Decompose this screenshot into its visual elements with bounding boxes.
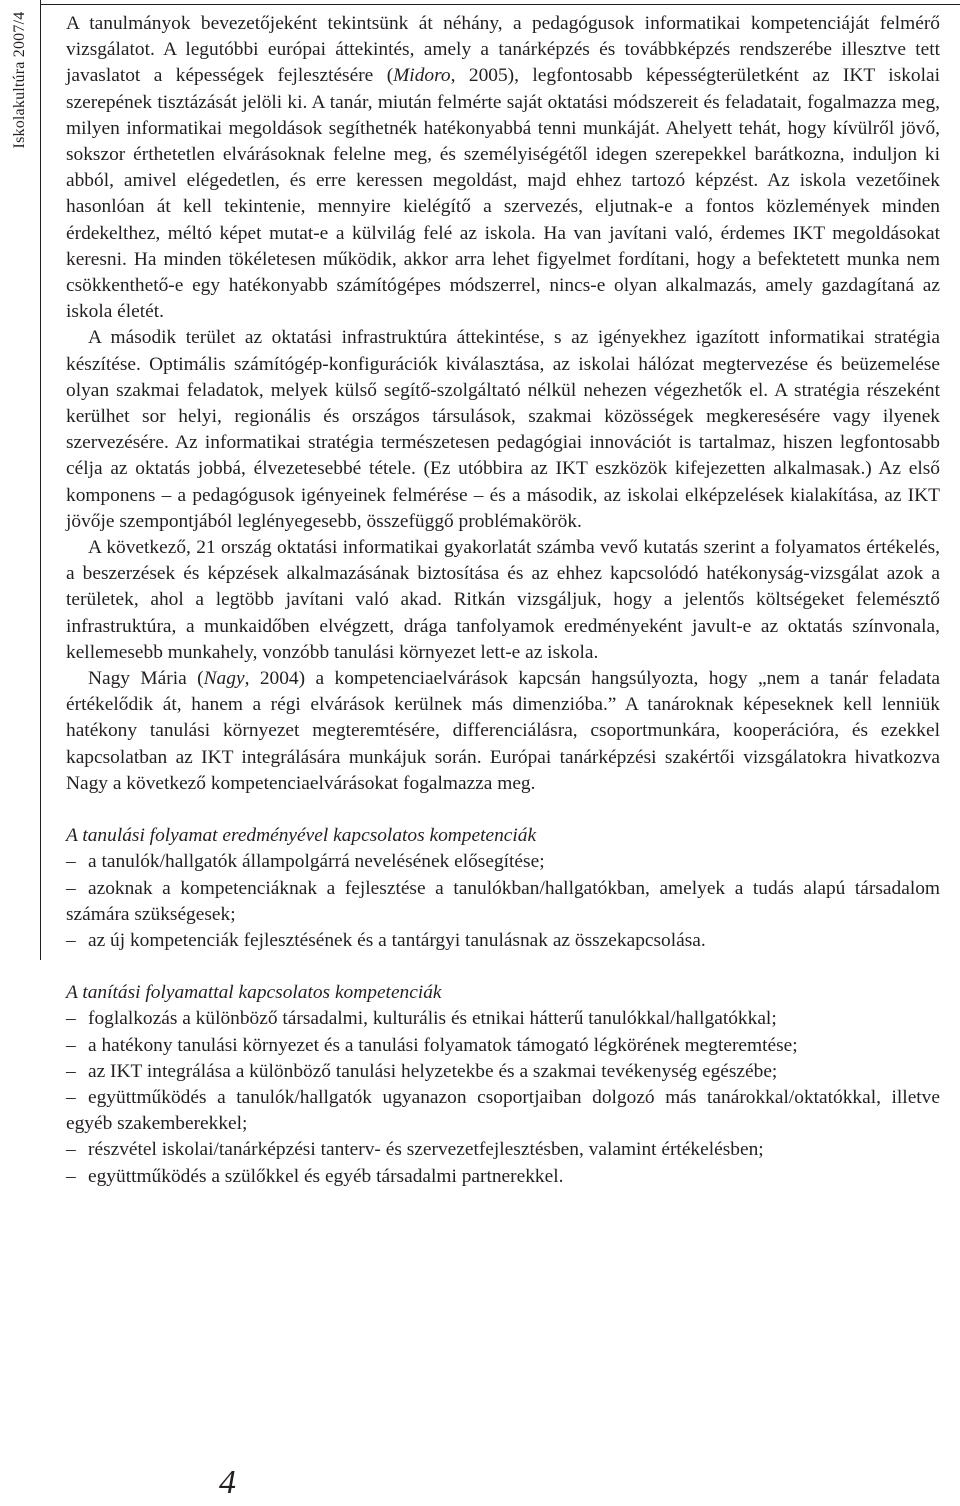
citation-midoro: Midoro bbox=[393, 65, 451, 87]
list-item: – együttműködés a szülőkkel és egyéb társadalmi partnerekkel. bbox=[66, 1165, 564, 1187]
list-item: – az IKT integrálása a különböző tanulási helyzetekbe és a szakmai tevékenység egészébe; bbox=[66, 1060, 778, 1082]
page-number: 4 bbox=[219, 1464, 236, 1501]
competency-list bbox=[66, 1006, 940, 1189]
paragraph-4: Nagy Mária (Nagy, 2004) a kompetenciaelvárások kapcsán hangsúlyozta, hogy „nem a tanár feladata értékelődik át, hanem a régi elvárások kerülnek más dimenzióba.” A tanároknak képeseknek kell lenniük hatékony tanulási környezet megteremtésére, differenciálásra, csoportmunkára, kooperációra, és ezekkel kapcsolatban az IKT integrálására munkájuk során. Európai tanárképzési szakértői vizsgálatokra hivatkozva Nagy a következő kompetenciaelvárásokat fogalmazza meg. bbox=[66, 668, 940, 794]
running-head: Iskolakultúra 2007/4 bbox=[11, 11, 28, 149]
list-teaching-process-competencies bbox=[66, 980, 940, 1190]
citation-nagy: Nagy bbox=[203, 668, 245, 690]
list-heading: A tanulási folyamat eredményével kapcsolatos kompetenciák bbox=[66, 825, 537, 847]
list-item: – együttműködés a tanulók/hallgatók ugyanazon csoportjaiban dolgozó más tanárokkal/oktatókkal, illetve egyéb szakemberekkel; bbox=[66, 1086, 940, 1135]
competency-list bbox=[66, 849, 940, 954]
list-item: – a hatékony tanulási környezet és a tanulási folyamatok támogató légkörének megteremtése; bbox=[66, 1034, 798, 1056]
article-body bbox=[66, 11, 940, 1190]
paragraph-1: A tanulmányok bevezetőjeként tekintsünk át néhány, a pedagógusok informatikai kompetenciáját felmérő vizsgálatot. A legutóbbi európai áttekintés, amely a tanárképzés és továbbképzés rendszerébe illesztve tett javaslatot a képességek fejlesztésére (Midoro, 2005), legfontosabb képességterületként az IKT iskolai szerepének tisztázását jelöli ki. A tanár, miután felmérte saját oktatási módszereit és feladatait, fogalmazza meg, milyen informatikai megoldások segíthetnék hatékonyabbá tenni munkáját. Ahelyett tehát, hogy kívülről jövő, sokszor érthetetlen elvárásoknak felelne meg, és személyiségétől idegen szerepekkel barátkozna, induljon ki abból, amivel elégedetlen, és erre keressen megoldást, majd ehhez tartozó képzést. Az iskola vezetőinek hasonlóan át kell tekintenie, mennyire kielégítő a szervezés, eljutnak-e a fontos közlemények minden érdekelthez, méltó képet mutat-e a külvilág felé az iskola. Ha van javítani való, érdemes IKT megoldásokat keresni. Ha minden tökéletesen működik, akkor arra lehet figyelmet fordítani, hogy a befektetett munka nem csökkenthető-e egy hatékonyabb számítógépes módszerrel, nincs-e olyan alkalmazás, amely gazdagítaná az iskola életét. bbox=[66, 13, 940, 323]
paragraph-3: A következő, 21 ország oktatási informatikai gyakorlatát számba vevő kutatás szerint a folyamatos értékelés, a beszerzések és képzések alkalmazásának biztosítása és az ehhez kapcsolódó hatékonyság-vizsgálat azok a területek, ahol a legtöbb javítani való akad. Ritkán vizsgáljuk, hogy a jelentős költségeket felemésztő infrastruktúra, a munkaidőben elvégzett, drága tanfolyamok eredményeként javult-e az oktatás színvonala, kellemesebb munkahely, vonzóbb tanulási környezet lett-e az iskola. bbox=[66, 537, 940, 663]
list-item: – a tanulók/hallgatók állampolgárrá nevelésének elősegítése; bbox=[66, 851, 545, 873]
list-item: – foglalkozás a különböző társadalmi, kulturális és etnikai hátterű tanulókkal/hallgatókkal; bbox=[66, 1008, 777, 1030]
list-item: – az új kompetenciák fejlesztésének és a tantárgyi tanulásnak az összekapcsolása. bbox=[66, 929, 706, 951]
top-rule bbox=[40, 4, 960, 5]
list-heading: A tanítási folyamattal kapcsolatos kompetenciák bbox=[66, 982, 442, 1004]
running-head-bar bbox=[0, 0, 41, 960]
paragraph-2: A második terület az oktatási infrastruktúra áttekintése, s az igényekhez igazított informatikai stratégia készítése. Optimális számítógép-konfigurációk kiválasztása, az iskolai hálózat megtervezése és beüzemelése olyan szakmai feladatok, melyek külső segítő-szolgáltató nélkül nehezen végezhetők el. A stratégia részeként kerülhet sor helyi, regionális és országos társulások, szakmai közösségek megkeresésére vagy ilyenek szervezésére. Az informatikai stratégia természetesen pedagógiai innovációt is tartalmaz, hiszen legfontosabb célja az oktatás jobbá, élvezetesebbé tétele. (Ez utóbbira az IKT eszközök kifejezetten alkalmasak.) Az első komponens – a pedagógusok igényeinek felmérése – és a második, az iskolai elképzelések kialakítása, az IKT jövője szempontjából leglényegesebb, összefüggő problémakörök. bbox=[66, 327, 940, 532]
list-learning-outcome-competencies bbox=[66, 823, 940, 954]
list-item: – részvétel iskolai/tanárképzési tanterv- és szervezetfejlesztésben, valamint értékelésben; bbox=[66, 1139, 764, 1161]
list-item: – azoknak a kompetenciáknak a fejlesztése a tanulókban/hallgatókban, amelyek a tudás alapú társadalom számára szükségesek; bbox=[66, 877, 940, 925]
